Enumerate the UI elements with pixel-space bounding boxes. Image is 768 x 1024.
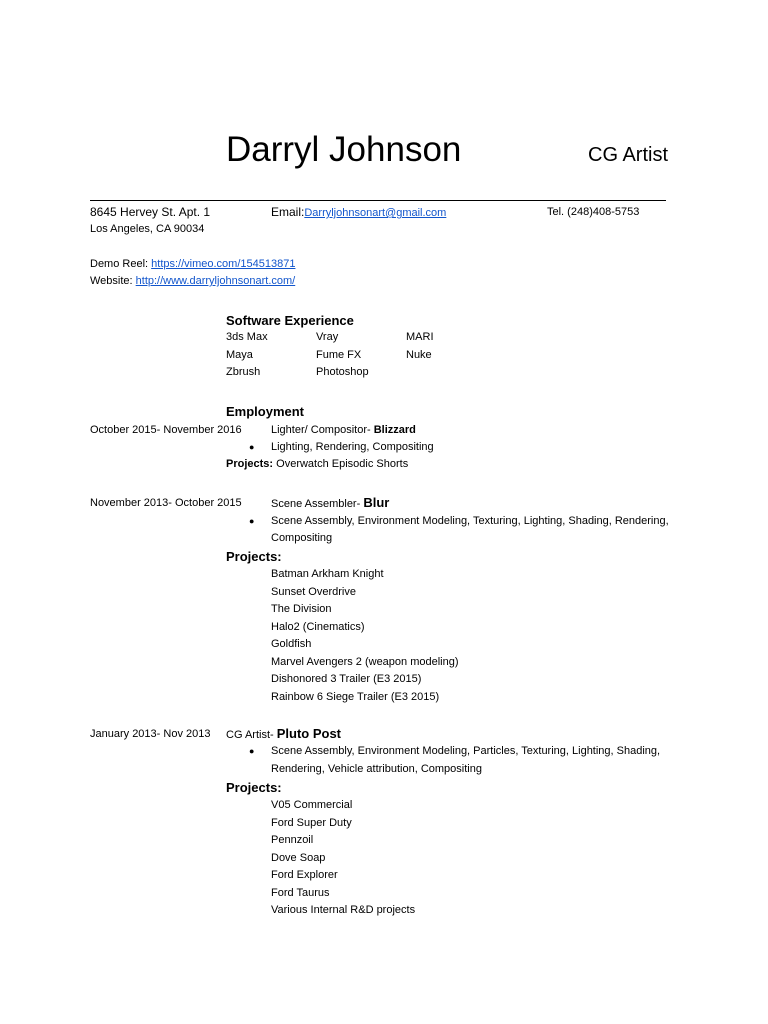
bullet-icon: ● — [249, 516, 255, 526]
projects-heading: Projects: — [226, 780, 282, 795]
software-item: Zbrush — [226, 366, 261, 378]
software-item: Maya — [226, 349, 253, 361]
project-item: Ford Super Duty — [271, 817, 352, 829]
job-company: Blizzard — [373, 424, 416, 436]
job-duties: Compositing — [271, 532, 333, 544]
website-link[interactable]: http://www.darryljohnsonart.com/ — [135, 275, 296, 287]
project-item: Sunset Overdrive — [271, 586, 356, 598]
demo-reel-link[interactable]: https://vimeo.com/154513871 — [151, 258, 296, 270]
website-line — [90, 275, 295, 287]
projects-label: Projects: — [226, 458, 274, 470]
project-item: The Division — [271, 603, 332, 615]
address-line-1: 8645 Hervey St. Apt. 1 — [90, 205, 211, 219]
bullet-icon: ● — [249, 442, 255, 452]
software-heading: Software Experience — [226, 313, 354, 328]
demo-reel-label: Demo Reel: — [90, 258, 149, 270]
job-projects-inline — [226, 458, 408, 470]
project-item: V05 Commercial — [271, 799, 353, 811]
email-link[interactable]: Darryljohnsonart@gmail.com — [304, 207, 447, 219]
software-item: Vray — [316, 331, 339, 343]
software-item: Nuke — [406, 349, 432, 361]
project-item: Batman Arkham Knight — [271, 568, 384, 580]
resume-title: CG Artist — [588, 144, 669, 166]
project-item: Pennzoil — [271, 834, 314, 846]
project-item: Dishonored 3 Trailer (E3 2015) — [271, 673, 422, 685]
job-duties: Lighting, Rendering, Compositing — [271, 441, 434, 453]
job-role: CG Artist- — [226, 729, 277, 741]
website-label: Website: — [90, 275, 133, 287]
job-title — [226, 726, 341, 741]
job-duties: Scene Assembly, Environment Modeling, Texturing, Lighting, Shading, Rendering, — [271, 515, 669, 527]
header-divider — [90, 200, 666, 201]
phone-number: Tel. (248)408-5753 — [547, 206, 640, 218]
address-line-2: Los Angeles, CA 90034 — [90, 223, 205, 235]
demo-reel-line — [90, 258, 295, 270]
job-company: Blur — [363, 495, 390, 510]
software-item: MARI — [406, 331, 434, 343]
job-role: Scene Assembler- — [271, 498, 364, 510]
project-item: Halo2 (Cinematics) — [271, 621, 365, 633]
email-line — [271, 205, 446, 219]
bullet-icon: ● — [249, 746, 255, 756]
project-item: Ford Taurus — [271, 887, 330, 899]
resume-name: Darryl Johnson — [226, 130, 462, 169]
job-title — [271, 424, 416, 436]
job-role: Lighter/ Compositor- — [271, 424, 374, 436]
project-item: Various Internal R&D projects — [271, 904, 416, 916]
email-label: Email: — [271, 205, 305, 219]
project-item: Dove Soap — [271, 852, 326, 864]
job-duties: Rendering, Vehicle attribution, Compositing — [271, 763, 482, 775]
job-dates: January 2013- Nov 2013 — [90, 728, 211, 740]
job-title — [271, 495, 389, 510]
job-company: Pluto Post — [276, 726, 342, 741]
project-item: Overwatch Episodic Shorts — [276, 458, 409, 470]
software-item: 3ds Max — [226, 331, 268, 343]
software-item: Fume FX — [316, 349, 362, 361]
project-item: Goldfish — [271, 638, 312, 650]
project-item: Ford Explorer — [271, 869, 338, 881]
employment-heading: Employment — [226, 404, 305, 419]
job-dates: October 2015- November 2016 — [90, 424, 242, 436]
job-duties: Scene Assembly, Environment Modeling, Particles, Texturing, Lighting, Shading, — [271, 745, 661, 757]
software-item: Photoshop — [316, 366, 369, 378]
project-item: Rainbow 6 Siege Trailer (E3 2015) — [271, 691, 440, 703]
project-item: Marvel Avengers 2 (weapon modeling) — [271, 656, 459, 668]
projects-heading: Projects: — [226, 549, 282, 564]
job-dates: November 2013- October 2015 — [90, 497, 242, 509]
